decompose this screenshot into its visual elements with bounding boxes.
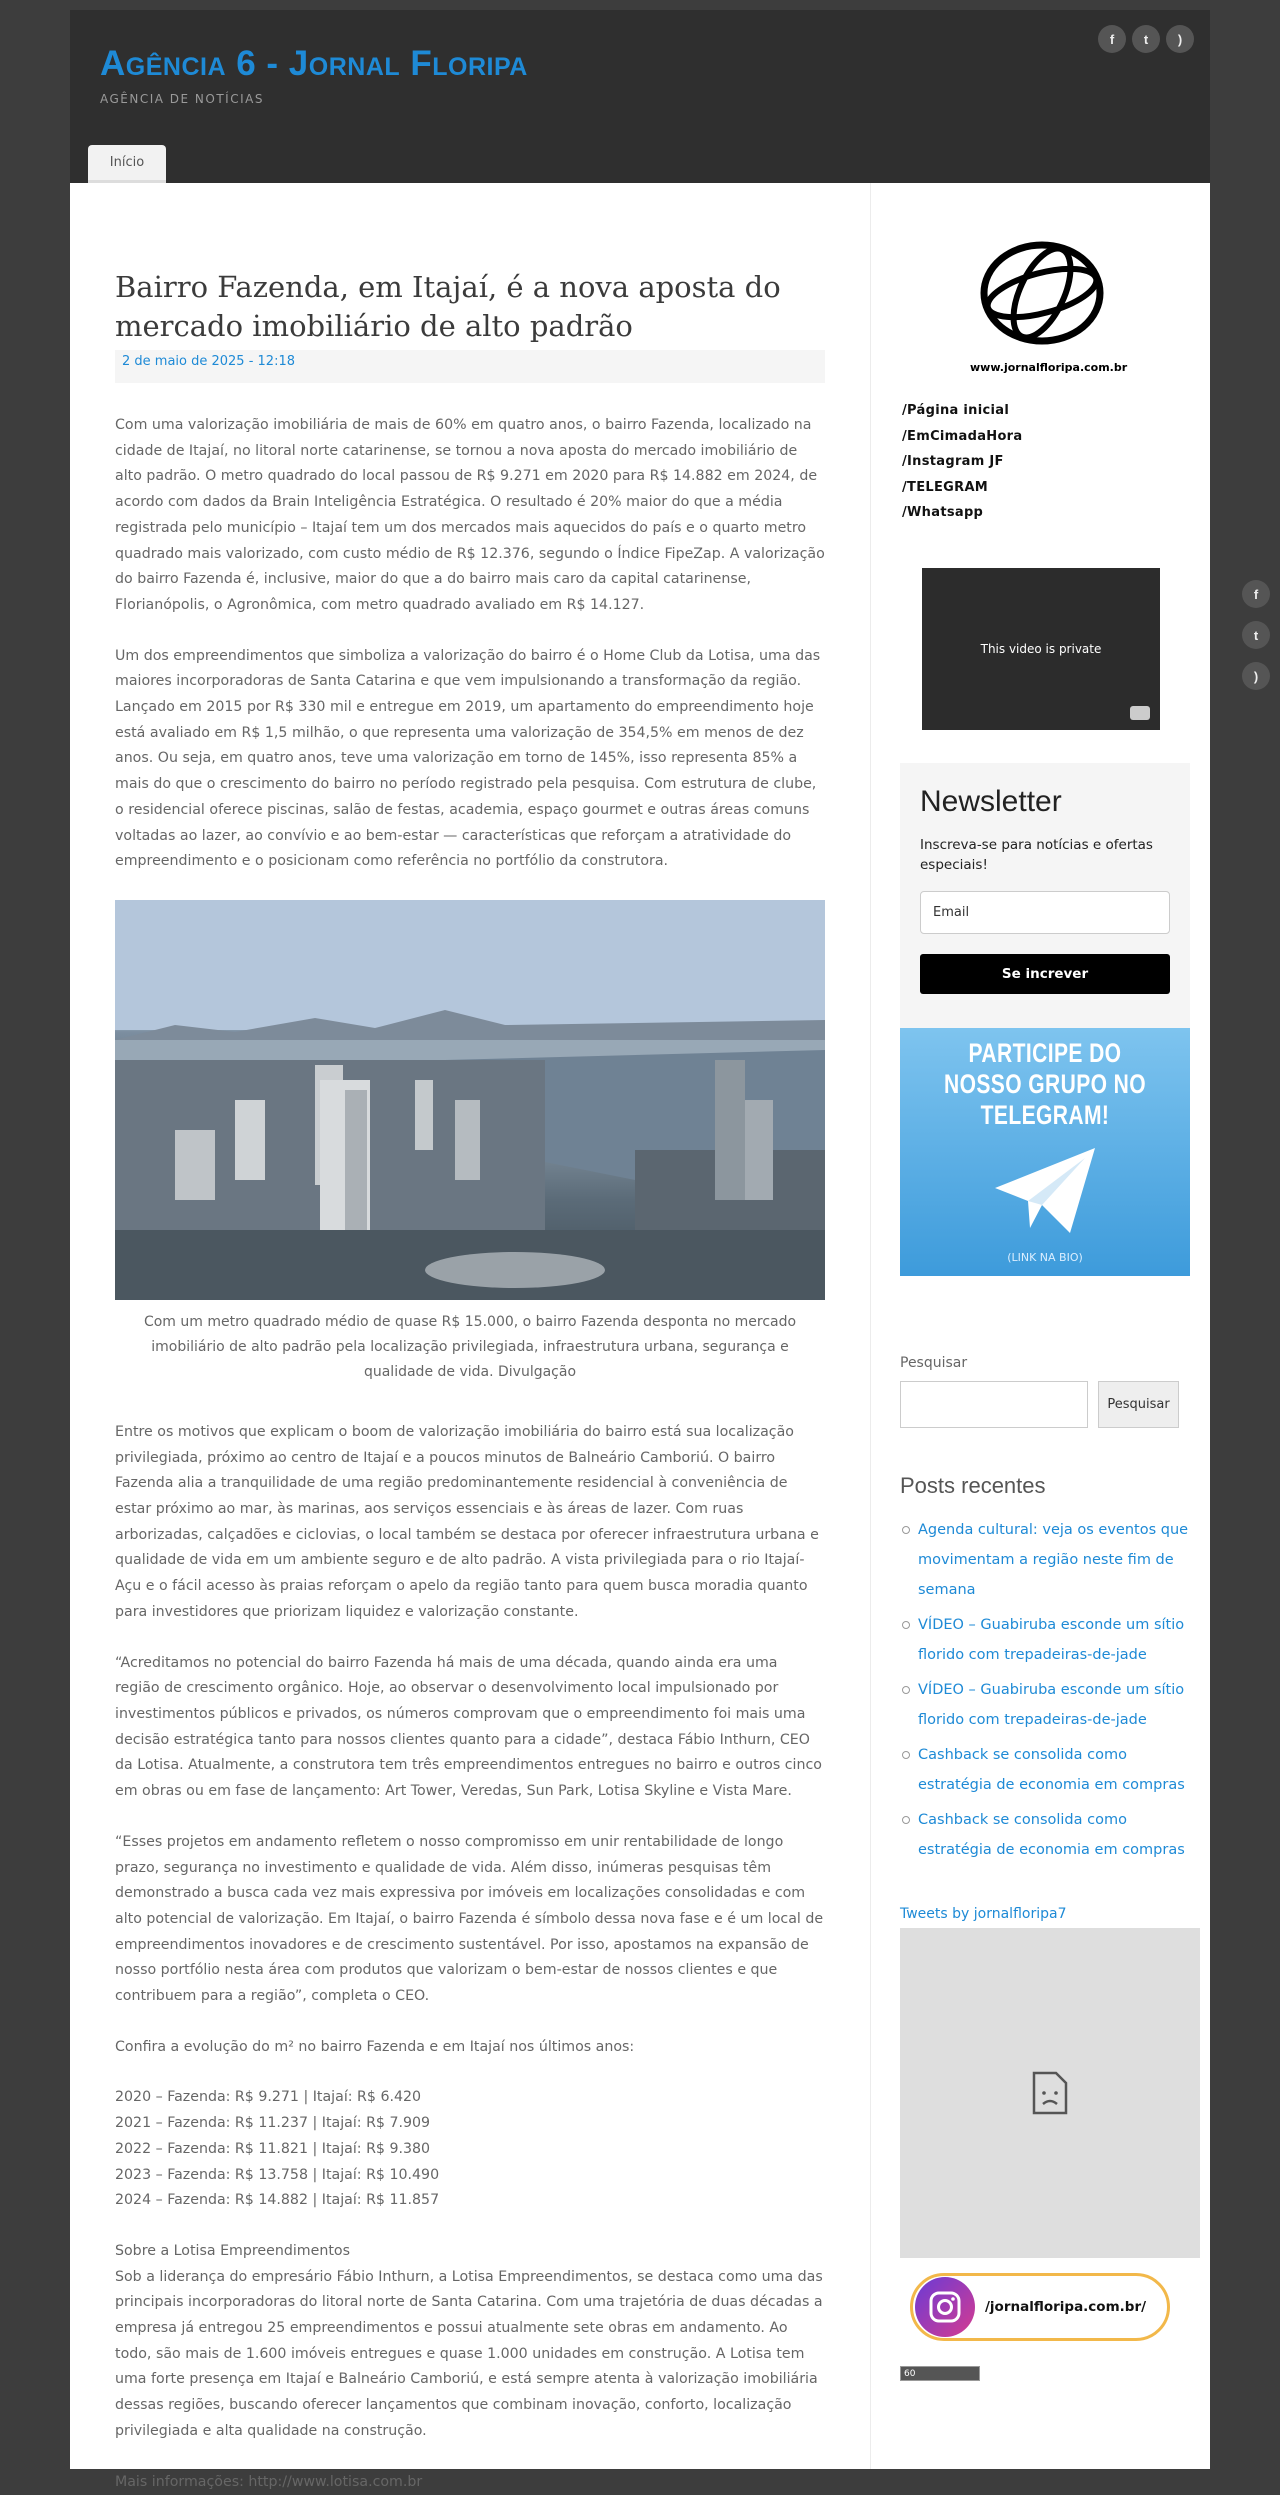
post-date xyxy=(115,350,825,383)
newsletter-title: Newsletter xyxy=(920,785,1062,818)
logo-url: www.jornalfloripa.com.br xyxy=(970,361,1128,374)
rss-icon[interactable]: ) xyxy=(1166,25,1194,53)
recent-posts-title: Posts recentes xyxy=(900,1473,1046,1498)
recent-post-link[interactable]: Cashback se consolida como estratégia de economia em compras xyxy=(900,1740,1190,1800)
instagram-icon xyxy=(915,2277,975,2337)
newsletter-text: Inscreva-se para notícias e ofertas especiais! xyxy=(920,837,1153,873)
photo-caption: Com um metro quadrado médio de quase R$ 15.000, o bairro Fazenda desponta no mercado imobiliário de alto padrão pela localização privilegiada, infraestrutura urbana, segurança e qualidade de vida. Divulgação xyxy=(143,1313,797,1380)
column-divider xyxy=(870,183,871,2469)
telegram-banner-title: PARTICIPE DO NOSSO GRUPO NO TELEGRAM! xyxy=(943,1038,1147,1130)
visit-counter: 60 xyxy=(900,2366,980,2381)
recent-post-link[interactable]: Agenda cultural: veja os eventos que movimentam a região neste fim de semana xyxy=(900,1515,1190,1605)
post-date-text[interactable]: 2 de maio de 2025 - 12:18 xyxy=(122,354,295,369)
search-label: Pesquisar xyxy=(900,1355,968,1371)
telegram-banner[interactable] xyxy=(900,1028,1190,1276)
twitter-icon[interactable]: t xyxy=(1242,621,1270,649)
recent-post-link[interactable]: VÍDEO – Guabiruba esconde um sítio florido com trepadeiras-de-jade xyxy=(900,1610,1190,1670)
evolution-row: 2021 – Fazenda: R$ 11.237 | Itajaí: R$ 7.909 xyxy=(115,2115,431,2132)
post-title: Bairro Fazenda, em Itajaí, é a nova aposta do mercado imobiliário de alto padrão xyxy=(115,270,781,343)
article-paragraph: Entre os motivos que explicam o boom de valorização imobiliária do bairro está sua localização privilegiada, próximo ao centro de Itajaí e a poucos minutos de Balneário Camboriú. O bairro Fazenda alia a tranquilidade de uma região predominantemente residencial à conveniência de estar próximo ao mar, às marinas, aos serviços essenciais e às áreas de lazer. Com ruas arborizadas, calçadões e ciclovias, o local também se destaca por oferecer infraestrutura urbana e qualidade de vida em um ambiente seguro e de alto padrão. A vista privilegiada para o rio Itajaí-Açu e o fácil acesso às praias reforçam o apelo da região tanto para quem busca moradia quanto para investidores que priorizam liquidez e valorização constante. xyxy=(115,1423,819,1620)
jornal-floripa-logo[interactable] xyxy=(970,238,1128,374)
sidebar-link-instagram[interactable]: /Instagram JF xyxy=(902,454,1004,469)
site-tagline: AGÊNCIA DE NOTÍCIAS xyxy=(100,92,264,106)
article-paragraph: “Acreditamos no potencial do bairro Fazenda há mais de uma década, quando ainda era uma região de crescimento orgânico. Hoje, ao observar o desenvolvimento local impulsionado por investimentos públicos e privados, os números comprovam que o empreendimento foi mais uma decisão estratégica tanto para nossos clientes quanto para a cidade”, destaca Fábio Inthurn, CEO da Lotisa. Atualmente, a construtora tem três empreendimentos entregues no bairro e outros cinco em obras ou em fase de lançamento: Art Tower, Veredas, Sun Park, Lotisa Skyline e Vista Mare. xyxy=(115,1654,822,1800)
facebook-icon[interactable]: f xyxy=(1098,25,1126,53)
tweets-embed xyxy=(900,1928,1200,2258)
evolution-row: 2023 – Fazenda: R$ 13.758 | Itajaí: R$ 10.490 xyxy=(115,2166,440,2183)
search-input[interactable] xyxy=(900,1381,1088,1428)
article xyxy=(115,268,825,2495)
rss-icon[interactable]: ) xyxy=(1242,662,1270,690)
nav-home-tab[interactable]: Início xyxy=(88,145,166,183)
city-skyline-image xyxy=(115,900,825,1300)
youtube-icon[interactable] xyxy=(1130,706,1150,720)
about-title: Sobre a Lotisa Empreendimentos xyxy=(115,2242,350,2259)
twitter-icon[interactable]: t xyxy=(1132,25,1160,53)
about-text: Sob a liderança do empresário Fábio Inthurn, a Lotisa Empreendimentos, se destaca como uma das principais incorporadoras do litoral norte de Santa Catarina. Com uma trajetória de duas décadas a empresa já entregou 25 empreendimentos e possui atualmente sete obras em andamento. Ao todo, são mais de 1.600 imóveis entregues e quase 1.000 unidades em construção. A Lotisa tem uma forte presença em Itajaí e Balneário Camboriú, e está sempre atenta à valorização imobiliária dessas regiões, buscando oferecer lançamentos que combinam inovação, conforto, localização privilegiada e alta qualidade na construção. xyxy=(115,2268,823,2439)
floating-social xyxy=(1242,580,1270,690)
newsletter-box xyxy=(900,763,1190,1028)
tweets-link[interactable]: Tweets by jornalfloripa7 xyxy=(900,1906,1067,1922)
page-wrapper xyxy=(70,10,1210,2490)
article-paragraph: Confira a evolução do m² no bairro Fazenda e em Itajaí nos últimos anos: xyxy=(115,2038,635,2055)
about-section xyxy=(115,2239,825,2445)
header-social xyxy=(1098,25,1194,53)
video-embed[interactable] xyxy=(922,568,1160,730)
instagram-banner[interactable] xyxy=(910,2273,1170,2341)
search-button[interactable]: Pesquisar xyxy=(1098,1381,1179,1428)
evolution-row: 2022 – Fazenda: R$ 11.821 | Itajaí: R$ 9.380 xyxy=(115,2140,431,2157)
sidebar-link-telegram[interactable]: /TELEGRAM xyxy=(902,479,989,495)
recent-post-link[interactable]: VÍDEO – Guabiruba esconde um sítio florido com trepadeiras-de-jade xyxy=(900,1675,1190,1735)
sidebar-link-emcimadahora[interactable]: /EmCimadaHora xyxy=(902,428,1023,444)
recent-posts-list xyxy=(900,1515,1190,1870)
globe-logo-icon xyxy=(970,238,1115,353)
evolution-row: 2024 – Fazenda: R$ 14.882 | Itajaí: R$ 11.857 xyxy=(115,2192,440,2209)
instagram-handle: /jornalfloripa.com.br/ xyxy=(985,2299,1147,2315)
telegram-banner-link: (LINK NA BIO) xyxy=(1007,1251,1083,1264)
newsletter-email-input[interactable]: Email xyxy=(920,891,1170,934)
sidebar-link-home[interactable]: /Página inicial xyxy=(902,403,1010,418)
article-paragraph: “Esses projetos em andamento refletem o nosso compromisso em unir rentabilidade de longo prazo, segurança no investimento e qualidade de vida. Além disso, inúmeras pesquisas têm demonstrado a busca cada vez mais expressiva por imóveis em localizações consolidadas e com alto potencial de valorização. Em Itajaí, o bairro Fazenda é símbolo dessa nova fase e é um local de empreendimentos inovadores e de crescimento sustentável. Por isso, apostamos na expansão de nosso portfólio nesta área com produtos que valorizam o bem-estar de nossos clientes e que contribuem para a região”, completa o CEO. xyxy=(115,1833,824,2005)
article-paragraph: Um dos empreendimentos que simboliza a valorização do bairro é o Home Club da Lotisa, uma das maiores incorporadoras de Santa Catarina e que vem impulsionando a transformação da região. Lançado em 2015 por R$ 330 mil e entregue em 2019, um apartamento do empreendimento hoje está avaliado em R$ 1,5 milhão, o que representa uma valorização de 354,5% em menos de dez anos. Ou seja, em quatro anos, teve uma valorização em torno de 145%, isso representa 85% a mais do que o crescimento do bairro no período registrado pela pesquisa. Com estrutura de clube, o residencial oferece piscinas, salão de festas, academia, espaço gourmet e outras áreas comuns voltadas ao lazer, ao convívio e ao bem-estar — características que reforçam a atratividade do empreendimento e o posicionam como referência no portfólio da construtora. xyxy=(115,647,821,870)
site-title[interactable]: Agência 6 - Jornal Floripa xyxy=(100,44,528,83)
article-photo xyxy=(115,900,825,1300)
recent-post-link[interactable]: Cashback se consolida como estratégia de economia em compras xyxy=(900,1805,1190,1865)
telegram-plane-icon xyxy=(990,1143,1100,1238)
newsletter-subscribe-button[interactable]: Se increver xyxy=(920,954,1170,994)
content-area xyxy=(70,183,1210,2490)
sidebar-link-whatsapp[interactable]: /Whatsapp xyxy=(902,505,984,520)
broken-document-icon xyxy=(1032,2071,1068,2115)
more-info[interactable]: Mais informações: http://www.lotisa.com.br xyxy=(115,2473,423,2490)
sidebar-links xyxy=(902,398,1022,526)
facebook-icon[interactable]: f xyxy=(1242,580,1270,608)
article-paragraph: Com uma valorização imobiliária de mais de 60% em quatro anos, o bairro Fazenda, localizado na cidade de Itajaí, no litoral norte catarinense, se tornou a nova aposta do mercado imobiliário de alto padrão. O metro quadrado do local passou de R$ 9.271 em 2020 para R$ 14.882 em 2024, de acordo com dados da Brain Inteligência Estratégica. O resultado é 20% maior do que a média registrada pelo município – Itajaí tem um dos mercados mais aquecidos do país e o quarto metro quadrado mais valorizado, com custo médio de R$ 12.376, segundo o Índice FipeZap. A valorização do bairro Fazenda é, inclusive, maior do que a do bairro mais caro da capital catarinense, Florianópolis, o Agronômica, com metro quadrado avaliado em R$ 14.127. xyxy=(115,417,825,613)
evolution-list xyxy=(115,2085,825,2214)
site-header xyxy=(70,10,1210,183)
video-private-text: This video is private xyxy=(980,642,1102,656)
evolution-row: 2020 – Fazenda: R$ 9.271 | Itajaí: R$ 6.420 xyxy=(115,2089,422,2106)
